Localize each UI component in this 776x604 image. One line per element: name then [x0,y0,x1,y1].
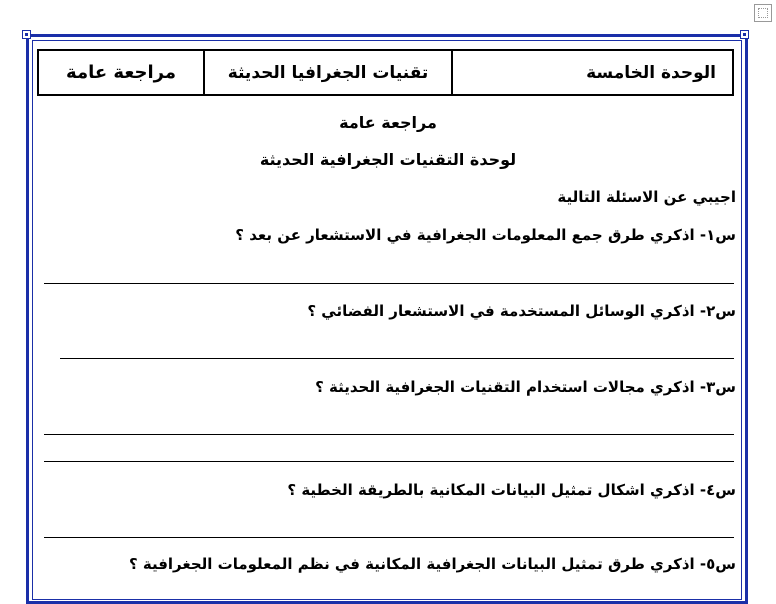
answer-line-3a[interactable] [44,434,734,435]
border-corner-top-right [740,30,749,39]
border-corner-top-left [22,30,31,39]
header-topic: تقنيات الجغرافيا الحديثة [203,51,453,94]
question-2: س٢- اذكري الوسائل المستخدمة في الاستشعار الفضائي ؟ [307,302,736,320]
question-5: س٥- اذكري طرق تمثيل البيانات الجغرافية المكانية في نظم المعلومات الجغرافية ؟ [128,555,736,573]
question-4: س٤- اذكري اشكال تمثيل البيانات المكانية بالطريقة الخطية ؟ [287,481,736,499]
header-unit: الوحدة الخامسة [586,62,716,83]
page-corner-marker [754,4,772,22]
answer-line-3b[interactable] [44,461,734,462]
worksheet-subtitle: لوحدة التقنيات الجغرافية الحديثة [259,150,517,169]
header-review: مراجعة عامة [66,62,176,83]
question-1: س١- اذكري طرق جمع المعلومات الجغرافية في الاستشعار عن بعد ؟ [235,226,736,244]
header-table [37,49,734,96]
worksheet-title: مراجعة عامة [339,113,437,132]
answer-line-1[interactable] [44,283,734,284]
instructions: اجيبي عن الاسئلة التالية [557,188,736,206]
answer-line-4[interactable] [44,537,734,538]
question-3: س٣- اذكري مجالات استخدام التقنيات الجغرافية الحديثة ؟ [315,378,736,396]
answer-line-2[interactable] [60,358,734,359]
